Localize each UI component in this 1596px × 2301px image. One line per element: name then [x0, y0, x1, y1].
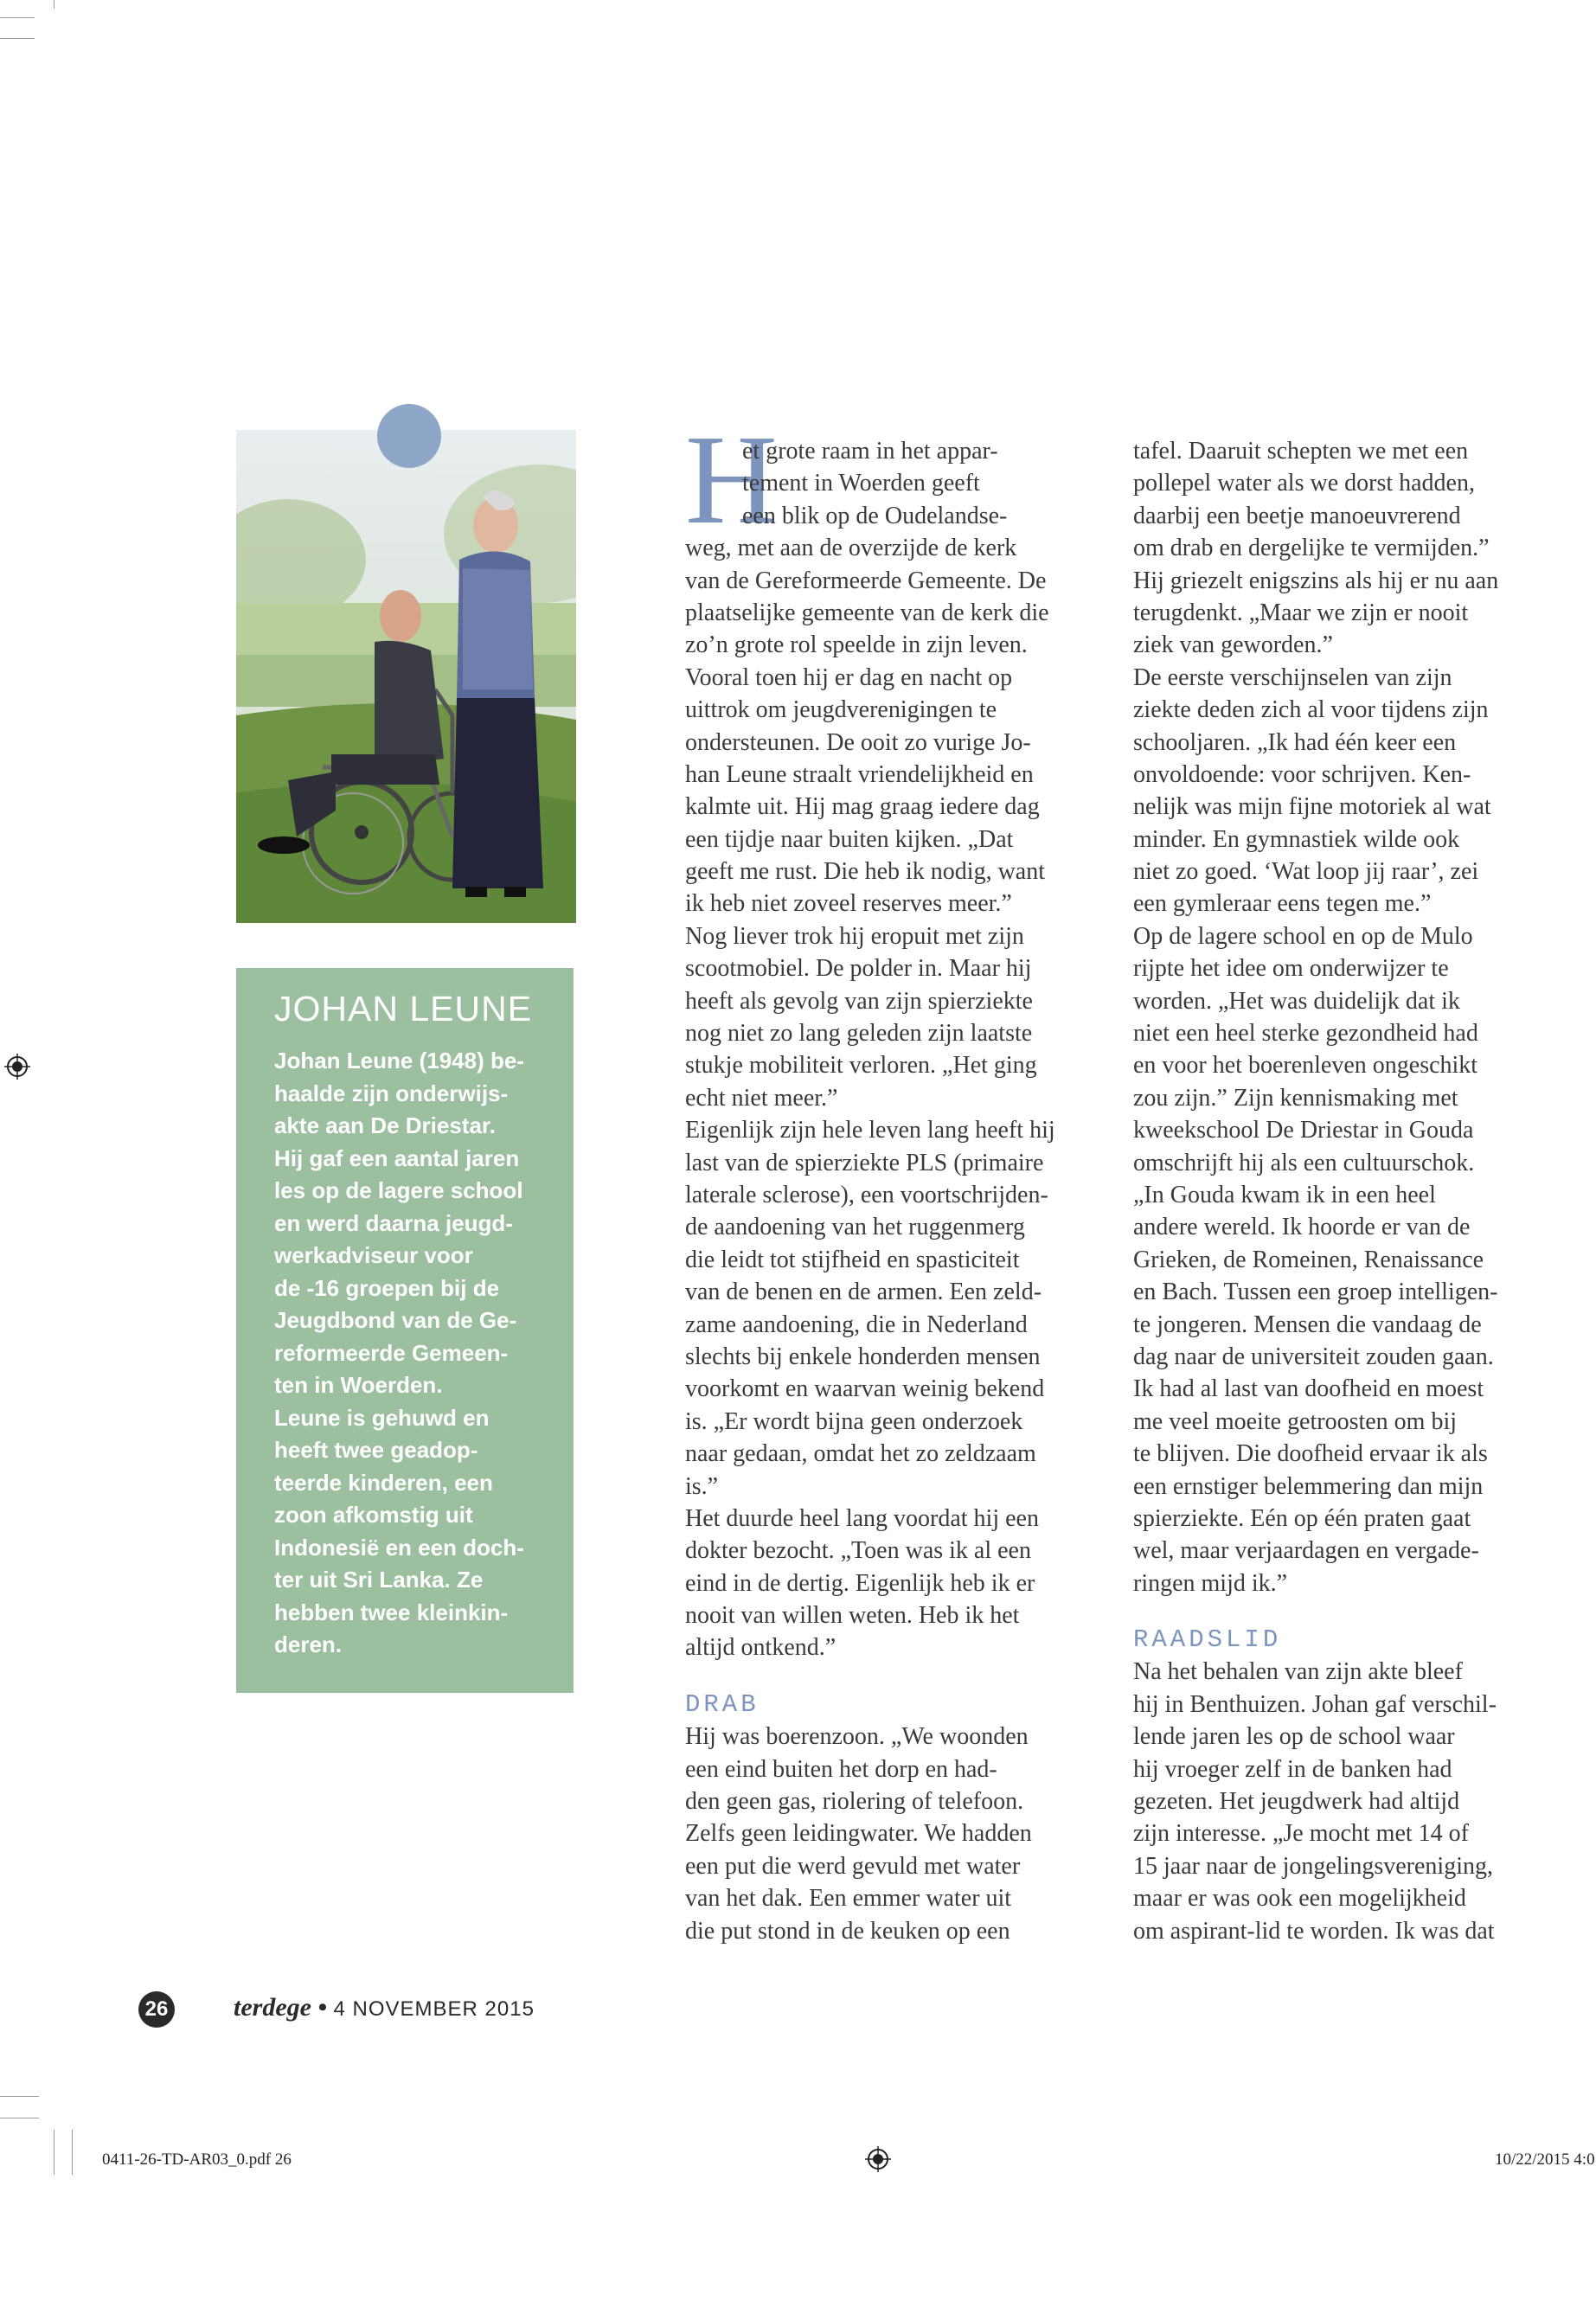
text-line: te blijven. Die doofheid ervaar ik als — [1133, 1440, 1488, 1468]
text-line: geeft me rust. Die heb ik nodig, want — [685, 858, 1046, 886]
bio-box — [236, 968, 574, 1693]
text-line: andere wereld. Ik hoorde er van de — [1133, 1214, 1471, 1241]
registration-mark-icon — [4, 1054, 30, 1080]
text-line: de aandoening van het ruggenmerg — [685, 1214, 1025, 1241]
text-line: die put stond in de keuken op een — [685, 1917, 1010, 1945]
text-line: wel, maar verjaardagen en vergade- — [1133, 1537, 1479, 1565]
bio-line: Johan Leune (1948) be- — [274, 1048, 524, 1074]
text-line: last van de spierziekte PLS (primaire — [685, 1149, 1044, 1176]
text-line: Grieken, de Romeinen, Renaissance — [1133, 1246, 1484, 1273]
text-line: nog niet zo lang geleden zijn laatste — [685, 1020, 1033, 1048]
text-line: minder. En gymnastiek wilde ook — [1133, 825, 1460, 853]
text-line: zame aandoening, die in Nederland — [685, 1311, 1028, 1338]
text-line: pollepel water als we dorst hadden, — [1133, 470, 1475, 497]
text-line: ondersteunen. De ooit zo vurige Jo- — [685, 728, 1031, 756]
crop-mark — [72, 2130, 73, 2175]
text-line: van de benen en de armen. Een zeld- — [685, 1279, 1042, 1306]
text-line: spierziekte. Eén op één praten gaat — [1133, 1504, 1471, 1532]
bio-text — [274, 1045, 542, 1662]
text-line: een ernstiger belemmering dan mijn — [1133, 1472, 1484, 1500]
crop-mark — [0, 17, 35, 18]
text-line: han Leune straalt vriendelijkheid en — [685, 760, 1034, 788]
text-line: worden. „Het was duidelijk dat ik — [1133, 987, 1460, 1015]
text-line: is. „Er wordt bijna geen onderzoek — [685, 1407, 1023, 1435]
text-line: Het duurde heel lang voordat hij een — [685, 1504, 1039, 1532]
text-line: hij vroeger zelf in de banken had — [1133, 1755, 1452, 1783]
text-line: van de Gereformeerde Gemeente. De — [685, 567, 1047, 594]
bio-line: Jeugdbond van de Ge- — [274, 1307, 517, 1333]
text-line: Hij was boerenzoon. „We woonden — [685, 1723, 1029, 1751]
text-line: een blik op de Oudelandse- — [742, 502, 1008, 529]
bio-line: en werd daarna jeugd- — [274, 1209, 513, 1236]
text-line: terugdenkt. „Maar we zijn er nooit — [1133, 599, 1469, 626]
bio-line: Hij gaf een aantal jaren — [274, 1144, 520, 1171]
bio-line: teerde kinderen, een — [274, 1469, 493, 1496]
bio-line: reformeerde Gemeen- — [274, 1339, 509, 1366]
text-line: weg, met aan de overzijde de kerk — [685, 535, 1017, 562]
dropcap: H — [685, 409, 778, 551]
text-line: nelijk was mijn fijne motoriek al wat — [1133, 793, 1491, 821]
text-line: ziekte deden zich al voor tijdens zijn — [1133, 696, 1489, 724]
slug-filename: 0411-26-TD-AR03_0.pdf 26 — [102, 2150, 292, 2169]
text-line: en Bach. Tussen een groep intelligen- — [1133, 1279, 1498, 1306]
text-line: Ik had al last van doofheid en moest — [1133, 1375, 1484, 1403]
text-line: een gymleraar eens tegen me.” — [1133, 890, 1432, 918]
text-line: naar gedaan, omdat het zo zeldzaam — [685, 1440, 1036, 1468]
text-line: den geen gas, riolering of telefoon. — [685, 1788, 1024, 1816]
bio-line: ten in Woerden. — [274, 1372, 443, 1398]
text-line: 15 jaar naar de jongelingsvereniging, — [1133, 1852, 1493, 1880]
article-column-1 — [685, 435, 1092, 1947]
text-line: Nog liever trok hij eropuit met zijn — [685, 922, 1024, 950]
text-line: et grote raam in het appar- — [742, 438, 998, 465]
text-line: plaatselijke gemeente van de kerk die — [685, 599, 1049, 626]
article-column-2 — [1133, 435, 1548, 1947]
text-line: altijd ontkend.” — [685, 1634, 836, 1662]
text-line: zijn interesse. „Je mocht met 14 of — [1133, 1820, 1469, 1848]
text-line: dag naar de universiteit zouden gaan. — [1133, 1343, 1494, 1370]
text-line: te jongeren. Mensen die vandaag de — [1133, 1311, 1482, 1338]
text-line: omschrijft hij als een cultuurschok. — [1133, 1149, 1475, 1176]
text-line: kalmte uit. Hij mag graag iedere dag — [685, 793, 1040, 821]
text-line: ziek van geworden.” — [1133, 631, 1333, 659]
article-photo — [236, 430, 576, 923]
text-line: een put die werd gevuld met water — [685, 1852, 1021, 1880]
text-line: hij in Benthuizen. Johan gaf verschil- — [1133, 1690, 1497, 1718]
bio-title: JOHAN LEUNE — [274, 989, 533, 1029]
text-line: die leidt tot stijfheid en spasticiteit — [685, 1246, 1020, 1273]
text-line: lende jaren les op de school waar — [1133, 1723, 1455, 1751]
bio-line: heeft twee geadop- — [274, 1437, 478, 1463]
text-line: een tijdje naar buiten kijken. „Dat — [685, 825, 1014, 853]
text-line: „In Gouda kwam ik in een heel — [1133, 1181, 1436, 1208]
issue-date: 4 NOVEMBER 2015 — [333, 1997, 535, 2021]
text-line: kweekschool De Driestar in Gouda — [1133, 1117, 1474, 1144]
text-line: dokter bezocht. „Toen was ik al een — [685, 1537, 1031, 1565]
brand-name: terdege — [234, 1993, 311, 2022]
slug-timestamp: 10/22/2015 4:0 — [1495, 2150, 1595, 2169]
text-line: zou zijn.” Zijn kennismaking met — [1133, 1084, 1458, 1112]
text-line: zo’n grote rol speelde in zijn leven. — [685, 631, 1028, 659]
text-line: eind in de dertig. Eigenlijk heb ik er — [685, 1569, 1035, 1597]
text-line: Na het behalen van zijn akte bleef — [1133, 1658, 1463, 1686]
text-line: Eigenlijk zijn hele leven lang heeft hij — [685, 1117, 1055, 1144]
text-line: uittrok om jeugdverenigingen te — [685, 696, 997, 724]
registration-mark-icon — [865, 2146, 891, 2172]
text-line: van het dak. Een emmer water uit — [685, 1885, 1012, 1913]
text-line: nooit van willen weten. Heb ik het — [685, 1602, 1020, 1630]
bio-line: de -16 groepen bij de — [274, 1274, 500, 1301]
bio-line: haalde zijn onderwijs- — [274, 1080, 509, 1106]
text-line: en voor het boerenleven ongeschikt — [1133, 1052, 1478, 1080]
text-line: een eind buiten het dorp en had- — [685, 1755, 997, 1783]
text-line: me veel moeite getroosten om bij — [1133, 1407, 1458, 1435]
text-line: om drab en dergelijke te vermijden.” — [1133, 535, 1490, 562]
brand-separator: • — [317, 1993, 327, 2022]
text-line: rijpte het idee om onderwijzer te — [1133, 955, 1449, 983]
text-line: tafel. Daaruit schepten we met een — [1133, 438, 1469, 465]
text-line: daarbij een beetje manoeuvrerend — [1133, 502, 1461, 529]
text-line: ik heb niet zoveel reserves meer.” — [685, 890, 1012, 918]
crop-mark — [0, 2096, 39, 2097]
text-line: laterale sclerose), een voortschrijden- — [685, 1181, 1048, 1208]
bio-line: ter uit Sri Lanka. Ze — [274, 1567, 484, 1593]
text-line: niet zo goed. ‘Wat loop jij raar’, zei — [1133, 858, 1479, 886]
page-number: 26 — [138, 1991, 175, 2028]
bio-line: Indonesië en een doch- — [274, 1534, 524, 1561]
decorative-dot — [377, 404, 441, 468]
text-line: slechts bij enkele honderden mensen — [685, 1343, 1041, 1370]
bio-line: deren. — [274, 1631, 343, 1657]
text-line: Hij griezelt enigszins als hij er nu aan — [1133, 567, 1499, 594]
text-line: heeft als gevolg van zijn spierziekte — [685, 987, 1033, 1015]
text-line: echt niet meer.” — [685, 1084, 838, 1112]
article-text — [685, 1721, 1092, 1947]
text-line: schooljaren. „Ik had één keer een — [1133, 728, 1457, 756]
article-text — [1133, 1656, 1548, 1947]
text-line: tement in Woerden geeft — [742, 470, 980, 497]
text-line: niet een heel sterke gezondheid had — [1133, 1020, 1478, 1048]
crop-mark — [0, 38, 35, 39]
article-text — [685, 435, 1092, 1664]
bio-line: werkadviseur voor — [274, 1242, 473, 1268]
text-line: stukje mobiliteit verloren. „Het ging — [685, 1052, 1037, 1080]
bio-line: Leune is gehuwd en — [274, 1404, 490, 1431]
text-line: De eerste verschijnselen van zijn — [1133, 663, 1452, 691]
text-line: Zelfs geen leidingwater. We hadden — [685, 1820, 1032, 1848]
subheading-drab: DRAB — [685, 1689, 760, 1719]
text-line: om aspirant-lid te worden. Ik was dat — [1133, 1917, 1495, 1945]
text-line: gezeten. Het jeugdwerk had altijd — [1133, 1788, 1460, 1816]
text-line: onvoldoende: voor schrijven. Ken- — [1133, 760, 1471, 788]
bio-line: akte aan De Driestar. — [274, 1112, 496, 1138]
bio-line: zoon afkomstig uit — [274, 1502, 473, 1528]
text-line: is.” — [685, 1472, 719, 1500]
text-line: voorkomt en waarvan weinig bekend — [685, 1375, 1045, 1403]
text-line: maar er was ook een mogelijkheid — [1133, 1885, 1466, 1913]
text-line: scootmobiel. De polder in. Maar hij — [685, 955, 1032, 983]
subheading-raadslid: RAADSLID — [1133, 1625, 1282, 1655]
magazine-brand — [234, 1993, 535, 2022]
text-line: Op de lagere school en op de Mulo — [1133, 922, 1473, 950]
article-text — [1133, 435, 1548, 1599]
bio-line: les op de lagere school — [274, 1177, 523, 1203]
bio-line: hebben twee kleinkin- — [274, 1599, 509, 1625]
text-line: Vooral toen hij er dag en nacht op — [685, 663, 1013, 691]
text-line: ringen mijd ik.” — [1133, 1569, 1288, 1597]
